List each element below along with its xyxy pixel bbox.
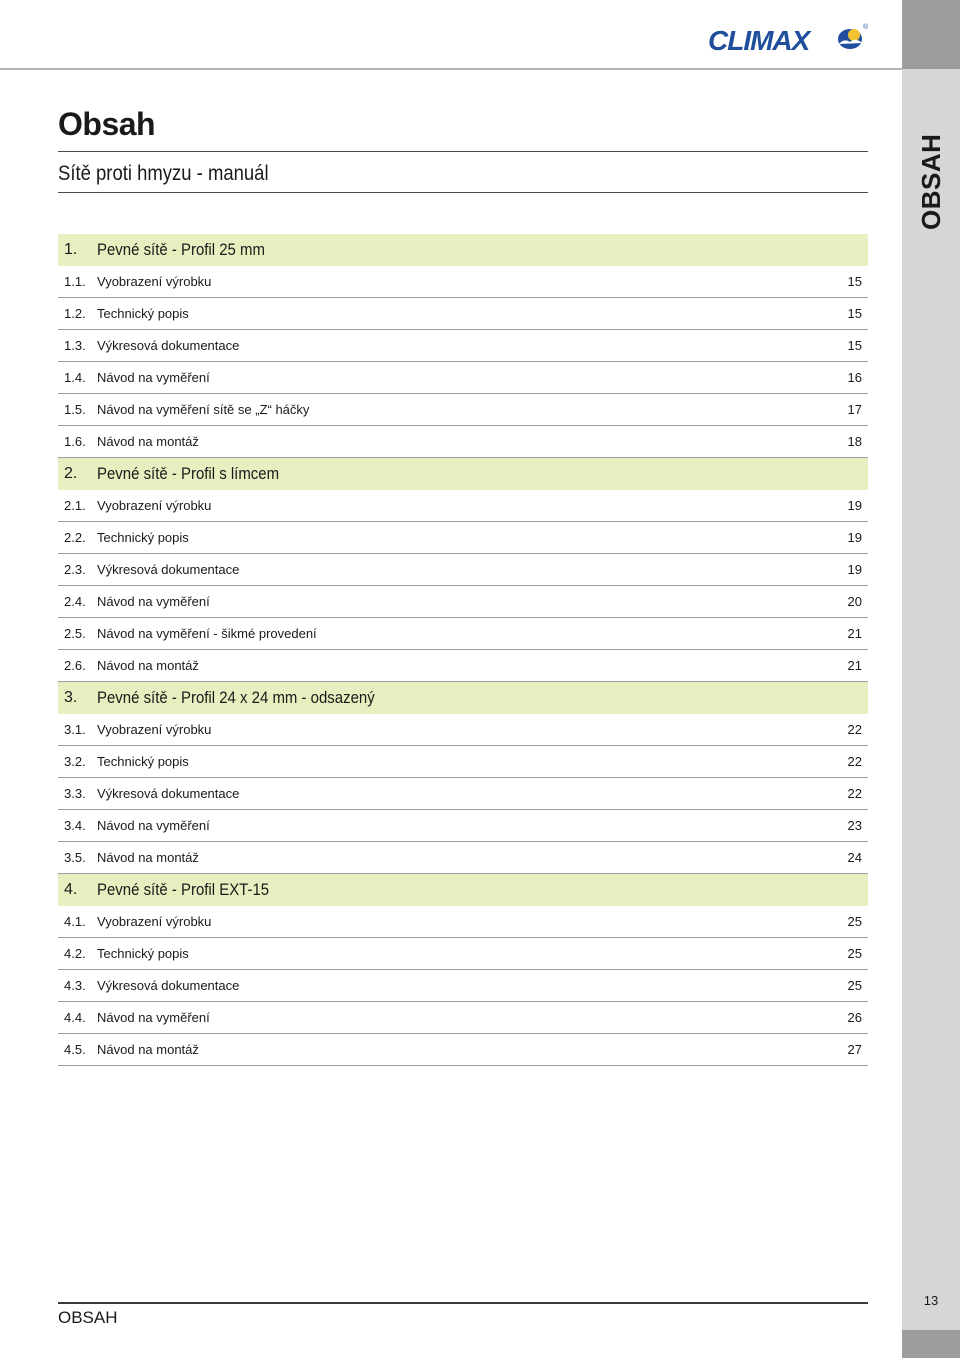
- toc-section-number: 4.: [64, 881, 78, 898]
- toc-item-number: 3.2.: [64, 754, 86, 769]
- toc-item-number: 3.3.: [64, 786, 86, 801]
- toc-item-page: 15: [847, 306, 862, 321]
- toc-item-number: 1.3.: [64, 338, 86, 353]
- toc-item-row[interactable]: [58, 778, 868, 810]
- toc-item-title: Návod na vyměření sítě se „Z“ háčky: [97, 402, 310, 417]
- toc-item-number: 1.5.: [64, 402, 86, 417]
- toc-item-number: 3.4.: [64, 818, 86, 833]
- toc-item-page: 25: [847, 946, 862, 961]
- toc-item-row[interactable]: [58, 426, 868, 458]
- toc-item-number: 2.2.: [64, 530, 86, 545]
- toc-item-title: Technický popis: [97, 306, 189, 321]
- toc-item-row[interactable]: [58, 1002, 868, 1034]
- sun-cloud-icon: [838, 29, 862, 49]
- toc-item-page: 22: [847, 786, 862, 801]
- side-tab: [902, 0, 960, 1358]
- toc-item-number: 3.5.: [64, 850, 86, 865]
- toc-item-page: 16: [847, 370, 862, 385]
- toc-section-number: 3.: [64, 689, 78, 706]
- toc-item-title: Návod na montáž: [97, 850, 199, 865]
- footer-label: OBSAH: [58, 1308, 118, 1327]
- toc-item-page: 15: [847, 274, 862, 289]
- document-subtitle: Sítě proti hmyzu - manuál: [58, 162, 269, 185]
- toc-section-row[interactable]: [58, 458, 868, 490]
- toc-section-title: Pevné sítě - Profil EXT-15: [97, 880, 270, 899]
- toc-item-page: 23: [847, 818, 862, 833]
- toc-item-number: 2.1.: [64, 498, 86, 513]
- document-title: Obsah: [58, 106, 156, 142]
- toc-item-number: 2.4.: [64, 594, 86, 609]
- toc-item-number: 4.2.: [64, 946, 86, 961]
- toc-item-page: 21: [847, 626, 862, 641]
- toc-item-page: 26: [847, 1010, 862, 1025]
- header-rule: [0, 68, 902, 70]
- toc-section-title: Pevné sítě - Profil s límcem: [97, 464, 280, 483]
- toc-item-row[interactable]: [58, 650, 868, 682]
- toc-item-row[interactable]: [58, 266, 868, 298]
- toc-item-page: 19: [847, 562, 862, 577]
- toc-item-number: 4.5.: [64, 1042, 86, 1057]
- toc-item-number: 3.1.: [64, 722, 86, 737]
- toc-item-number: 4.4.: [64, 1010, 86, 1025]
- toc-item-row[interactable]: [58, 490, 868, 522]
- toc-item-row[interactable]: [58, 362, 868, 394]
- toc-item-page: 25: [847, 978, 862, 993]
- toc-item-page: 25: [847, 914, 862, 929]
- toc-item-row[interactable]: [58, 1034, 868, 1066]
- toc-item-title: Návod na montáž: [97, 434, 199, 449]
- table-of-contents: [58, 234, 868, 1066]
- toc-section-number: 2.: [64, 465, 78, 482]
- toc-item-page: 20: [847, 594, 862, 609]
- toc-item-page: 27: [847, 1042, 862, 1057]
- toc-item-number: 1.1.: [64, 274, 86, 289]
- toc-item-number: 4.1.: [64, 914, 86, 929]
- toc-item-title: Návod na vyměření: [97, 594, 210, 609]
- toc-item-title: Výkresová dokumentace: [97, 338, 240, 353]
- toc-item-title: Vyobrazení výrobku: [97, 498, 212, 513]
- toc-item-row[interactable]: [58, 586, 868, 618]
- toc-item-number: 2.5.: [64, 626, 86, 641]
- climax-logo: [708, 20, 870, 56]
- toc-item-title: Výkresová dokumentace: [97, 786, 240, 801]
- toc-section-title: Pevné sítě - Profil 25 mm: [97, 240, 265, 259]
- toc-item-title: Technický popis: [97, 754, 189, 769]
- toc-section-row[interactable]: [58, 682, 868, 714]
- toc-item-page: 21: [847, 658, 862, 673]
- toc-item-page: 19: [847, 498, 862, 513]
- toc-item-page: 15: [847, 338, 862, 353]
- toc-item-page: 17: [847, 402, 862, 417]
- toc-item-title: Vyobrazení výrobku: [97, 274, 212, 289]
- toc-item-row[interactable]: [58, 298, 868, 330]
- toc-item-title: Návod na vyměření - šikmé provedení: [97, 626, 317, 641]
- toc-item-title: Vyobrazení výrobku: [97, 722, 212, 737]
- toc-item-row[interactable]: [58, 618, 868, 650]
- toc-item-row[interactable]: [58, 330, 868, 362]
- toc-item-page: 19: [847, 530, 862, 545]
- toc-item-row[interactable]: [58, 842, 868, 874]
- toc-item-title: Výkresová dokumentace: [97, 978, 240, 993]
- toc-item-row[interactable]: [58, 714, 868, 746]
- footer-rule: [58, 1302, 868, 1304]
- registered-mark: ®: [863, 24, 869, 31]
- toc-item-page: 22: [847, 722, 862, 737]
- side-tab-bottom-block: [902, 1330, 960, 1358]
- toc-item-number: 1.6.: [64, 434, 86, 449]
- toc-item-row[interactable]: [58, 746, 868, 778]
- toc-item-title: Vyobrazení výrobku: [97, 914, 212, 929]
- toc-section-title: Pevné sítě - Profil 24 x 24 mm - odsazený: [97, 688, 375, 707]
- toc-section-number: 1.: [64, 241, 78, 258]
- toc-item-number: 4.3.: [64, 978, 86, 993]
- toc-item-title: Návod na vyměření: [97, 1010, 210, 1025]
- toc-item-title: Technický popis: [97, 530, 189, 545]
- toc-item-page: 18: [847, 434, 862, 449]
- toc-item-title: Návod na montáž: [97, 658, 199, 673]
- toc-item-row[interactable]: [58, 522, 868, 554]
- title-rule: [58, 151, 868, 152]
- side-tab-label: OBSAH: [916, 133, 946, 230]
- toc-item-title: Návod na vyměření: [97, 818, 210, 833]
- page-number: 13: [923, 1293, 939, 1308]
- toc-item-row[interactable]: [58, 970, 868, 1002]
- toc-item-title: Technický popis: [97, 946, 189, 961]
- toc-item-page: 22: [847, 754, 862, 769]
- toc-item-page: 24: [847, 850, 862, 865]
- toc-item-row[interactable]: [58, 810, 868, 842]
- toc-item-row[interactable]: [58, 554, 868, 586]
- toc-item-row[interactable]: [58, 906, 868, 938]
- toc-item-number: 1.4.: [64, 370, 86, 385]
- toc-item-title: Návod na montáž: [97, 1042, 199, 1057]
- toc-item-title: Výkresová dokumentace: [97, 562, 240, 577]
- subtitle-rule: [58, 192, 868, 193]
- toc-section-row[interactable]: [58, 874, 868, 906]
- toc-section-row[interactable]: [58, 234, 868, 266]
- climax-logo-graphic: [708, 20, 870, 56]
- toc-item-title: Návod na vyměření: [97, 370, 210, 385]
- toc-item-row[interactable]: [58, 938, 868, 970]
- climax-logo-text: CLIMAX: [708, 25, 810, 56]
- toc-item-number: 2.3.: [64, 562, 86, 577]
- toc-item-row[interactable]: [58, 394, 868, 426]
- toc-item-number: 2.6.: [64, 658, 86, 673]
- toc-item-number: 1.2.: [64, 306, 86, 321]
